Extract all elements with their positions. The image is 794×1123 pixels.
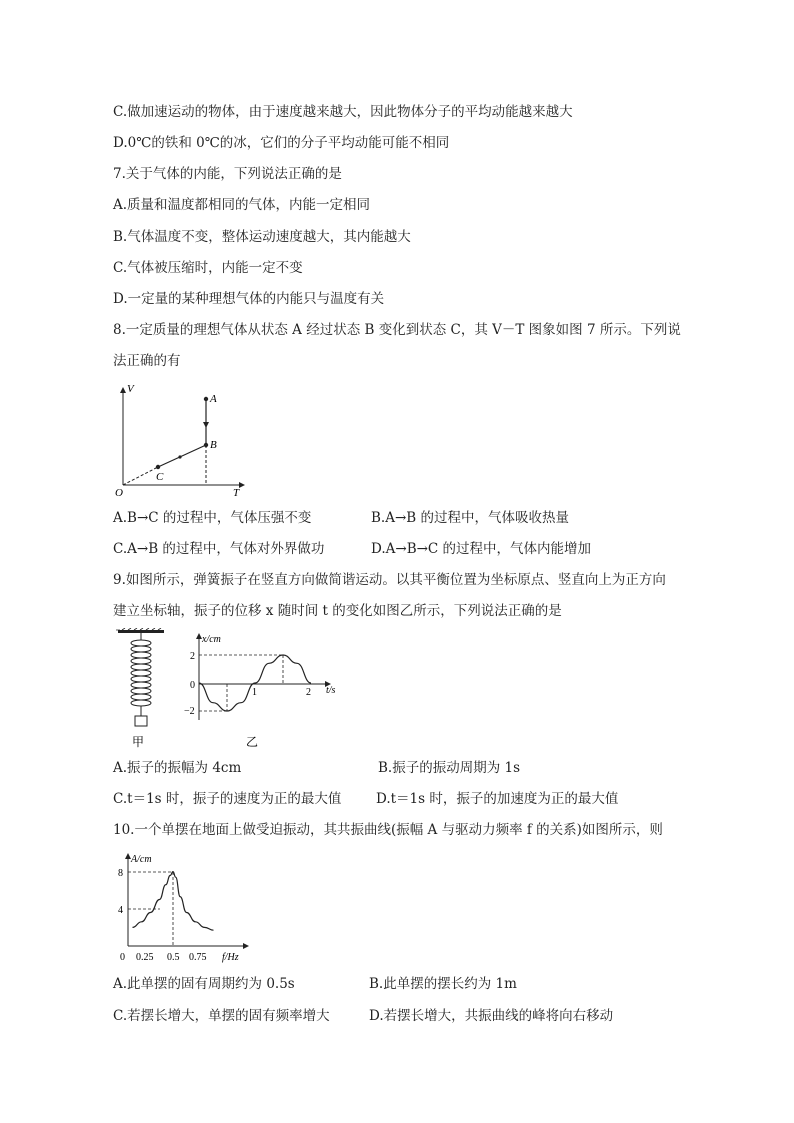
q8-stem-line2: 法正确的有 (113, 353, 181, 369)
q8-label-b: B (210, 439, 217, 451)
q10-resonance-graph (110, 848, 270, 966)
q8-ab-arrow (203, 422, 209, 428)
q8-point-c (156, 465, 160, 469)
q8-option-b: B.A→B 的过程中，气体吸收热量 (371, 510, 569, 526)
q9-stem-line1: 9.如图所示，弹簧振子在竖直方向做简谐运动。以其平衡位置为坐标原点、竖直向上为正方向 (113, 572, 666, 588)
q9-spring-figure (112, 628, 172, 750)
q9-label-jia: 甲 (132, 735, 145, 749)
q9-mass-block (135, 716, 147, 726)
q10-x-label: f/Hz (222, 952, 239, 963)
q10-xtick-025: 0.25 (136, 952, 154, 963)
q8-point-b (204, 443, 208, 447)
q10-option-b: B.此单摆的摆长约为 1m (369, 976, 517, 992)
q7-option-c: C.气体被压缩时，内能一定不变 (113, 260, 303, 276)
q7-stem: 7.关于气体的内能，下列说法正确的是 (113, 166, 342, 182)
q9-ceiling-hatch (116, 628, 161, 630)
q8-x-label: T (233, 487, 240, 499)
q8-point-a (204, 397, 208, 401)
q9-y-label: x/cm (202, 634, 221, 645)
q7-option-a: A.质量和温度都相同的气体，内能一定相同 (113, 197, 371, 213)
q9-xt-graph (180, 628, 350, 753)
q9-ceiling (118, 630, 164, 633)
q8-label-c: C (156, 471, 164, 483)
q9-option-b: B.振子的振动周期为 1s (378, 760, 521, 776)
q9-option-c: C.t＝1s 时，振子的速度为正的最大值 (113, 791, 342, 807)
q8-y-label: V (127, 383, 134, 395)
q8-option-d: D.A→B→C 的过程中，气体内能增加 (371, 541, 592, 557)
q10-xtick-0: 0 (120, 952, 125, 963)
q9-spring-coils (131, 640, 151, 706)
q10-resonance-curve (133, 872, 214, 931)
q10-option-a: A.此单摆的固有周期约为 0.5s (113, 976, 295, 992)
q6-option-d: D.0℃的铁和 0℃的冰，它们的分子平均动能可能不相同 (113, 135, 450, 151)
q7-option-d: D.一定量的某种理想气体的内能只与温度有关 (113, 291, 385, 307)
q9-xtick-1: 1 (252, 687, 257, 698)
q8-option-a: A.B→C 的过程中，气体压强不变 (113, 510, 312, 526)
q9-option-a: A.振子的振幅为 4cm (113, 760, 242, 776)
q8-stem-line1: 8.一定质量的理想气体从状态 A 经过状态 B 变化到状态 C，其 V－T 图象如图 7 所示。下列说 (113, 322, 681, 338)
q9-ytick-neg2: −2 (184, 706, 195, 717)
q10-option-d: D.若摆长增大，共振曲线的峰将向右移动 (369, 1008, 614, 1024)
q10-option-c: C.若摆长增大，单摆的固有频率增大 (113, 1008, 330, 1024)
q9-x-label: t/s (326, 685, 336, 696)
q7-option-b: B.气体温度不变，整体运动速度越大，其内能越大 (113, 229, 411, 245)
q10-xtick-075: 0.75 (189, 952, 207, 963)
q8-mid-dot (178, 455, 181, 458)
q10-xtick-05: 0.5 (167, 952, 180, 963)
q9-ytick-2: 2 (190, 651, 195, 662)
q10-ytick-8: 8 (118, 868, 123, 879)
q8-vt-graph (110, 380, 250, 500)
q8-option-c: C.A→B 的过程中，气体对外界做功 (113, 541, 325, 557)
q9-xtick-2: 2 (306, 687, 311, 698)
q8-dashed-extension (123, 467, 158, 485)
q9-label-yi: 乙 (246, 735, 259, 749)
q10-y-label: A/cm (131, 854, 152, 865)
q8-label-a: A (210, 393, 217, 405)
q8-bc-line (158, 445, 206, 467)
q9-sine-curve (199, 655, 311, 711)
q10-stem: 10.一个单摆在地面上做受迫振动，其共振曲线(振幅 A 与驱动力频率 f 的关系)如图所示，则 (113, 822, 663, 838)
q6-option-c: C.做加速运动的物体，由于速度越来越大，因此物体分子的平均动能越来越大 (113, 104, 573, 120)
q9-stem-line2: 建立坐标轴，振子的位移 x 随时间 t 的变化如图乙所示，下列说法正确的是 (113, 603, 562, 619)
q9-ytick-0: 0 (190, 680, 195, 691)
q8-origin-label: O (115, 487, 123, 499)
q10-ytick-4: 4 (118, 905, 123, 916)
q9-option-d: D.t＝1s 时，振子的加速度为正的最大值 (376, 791, 619, 807)
